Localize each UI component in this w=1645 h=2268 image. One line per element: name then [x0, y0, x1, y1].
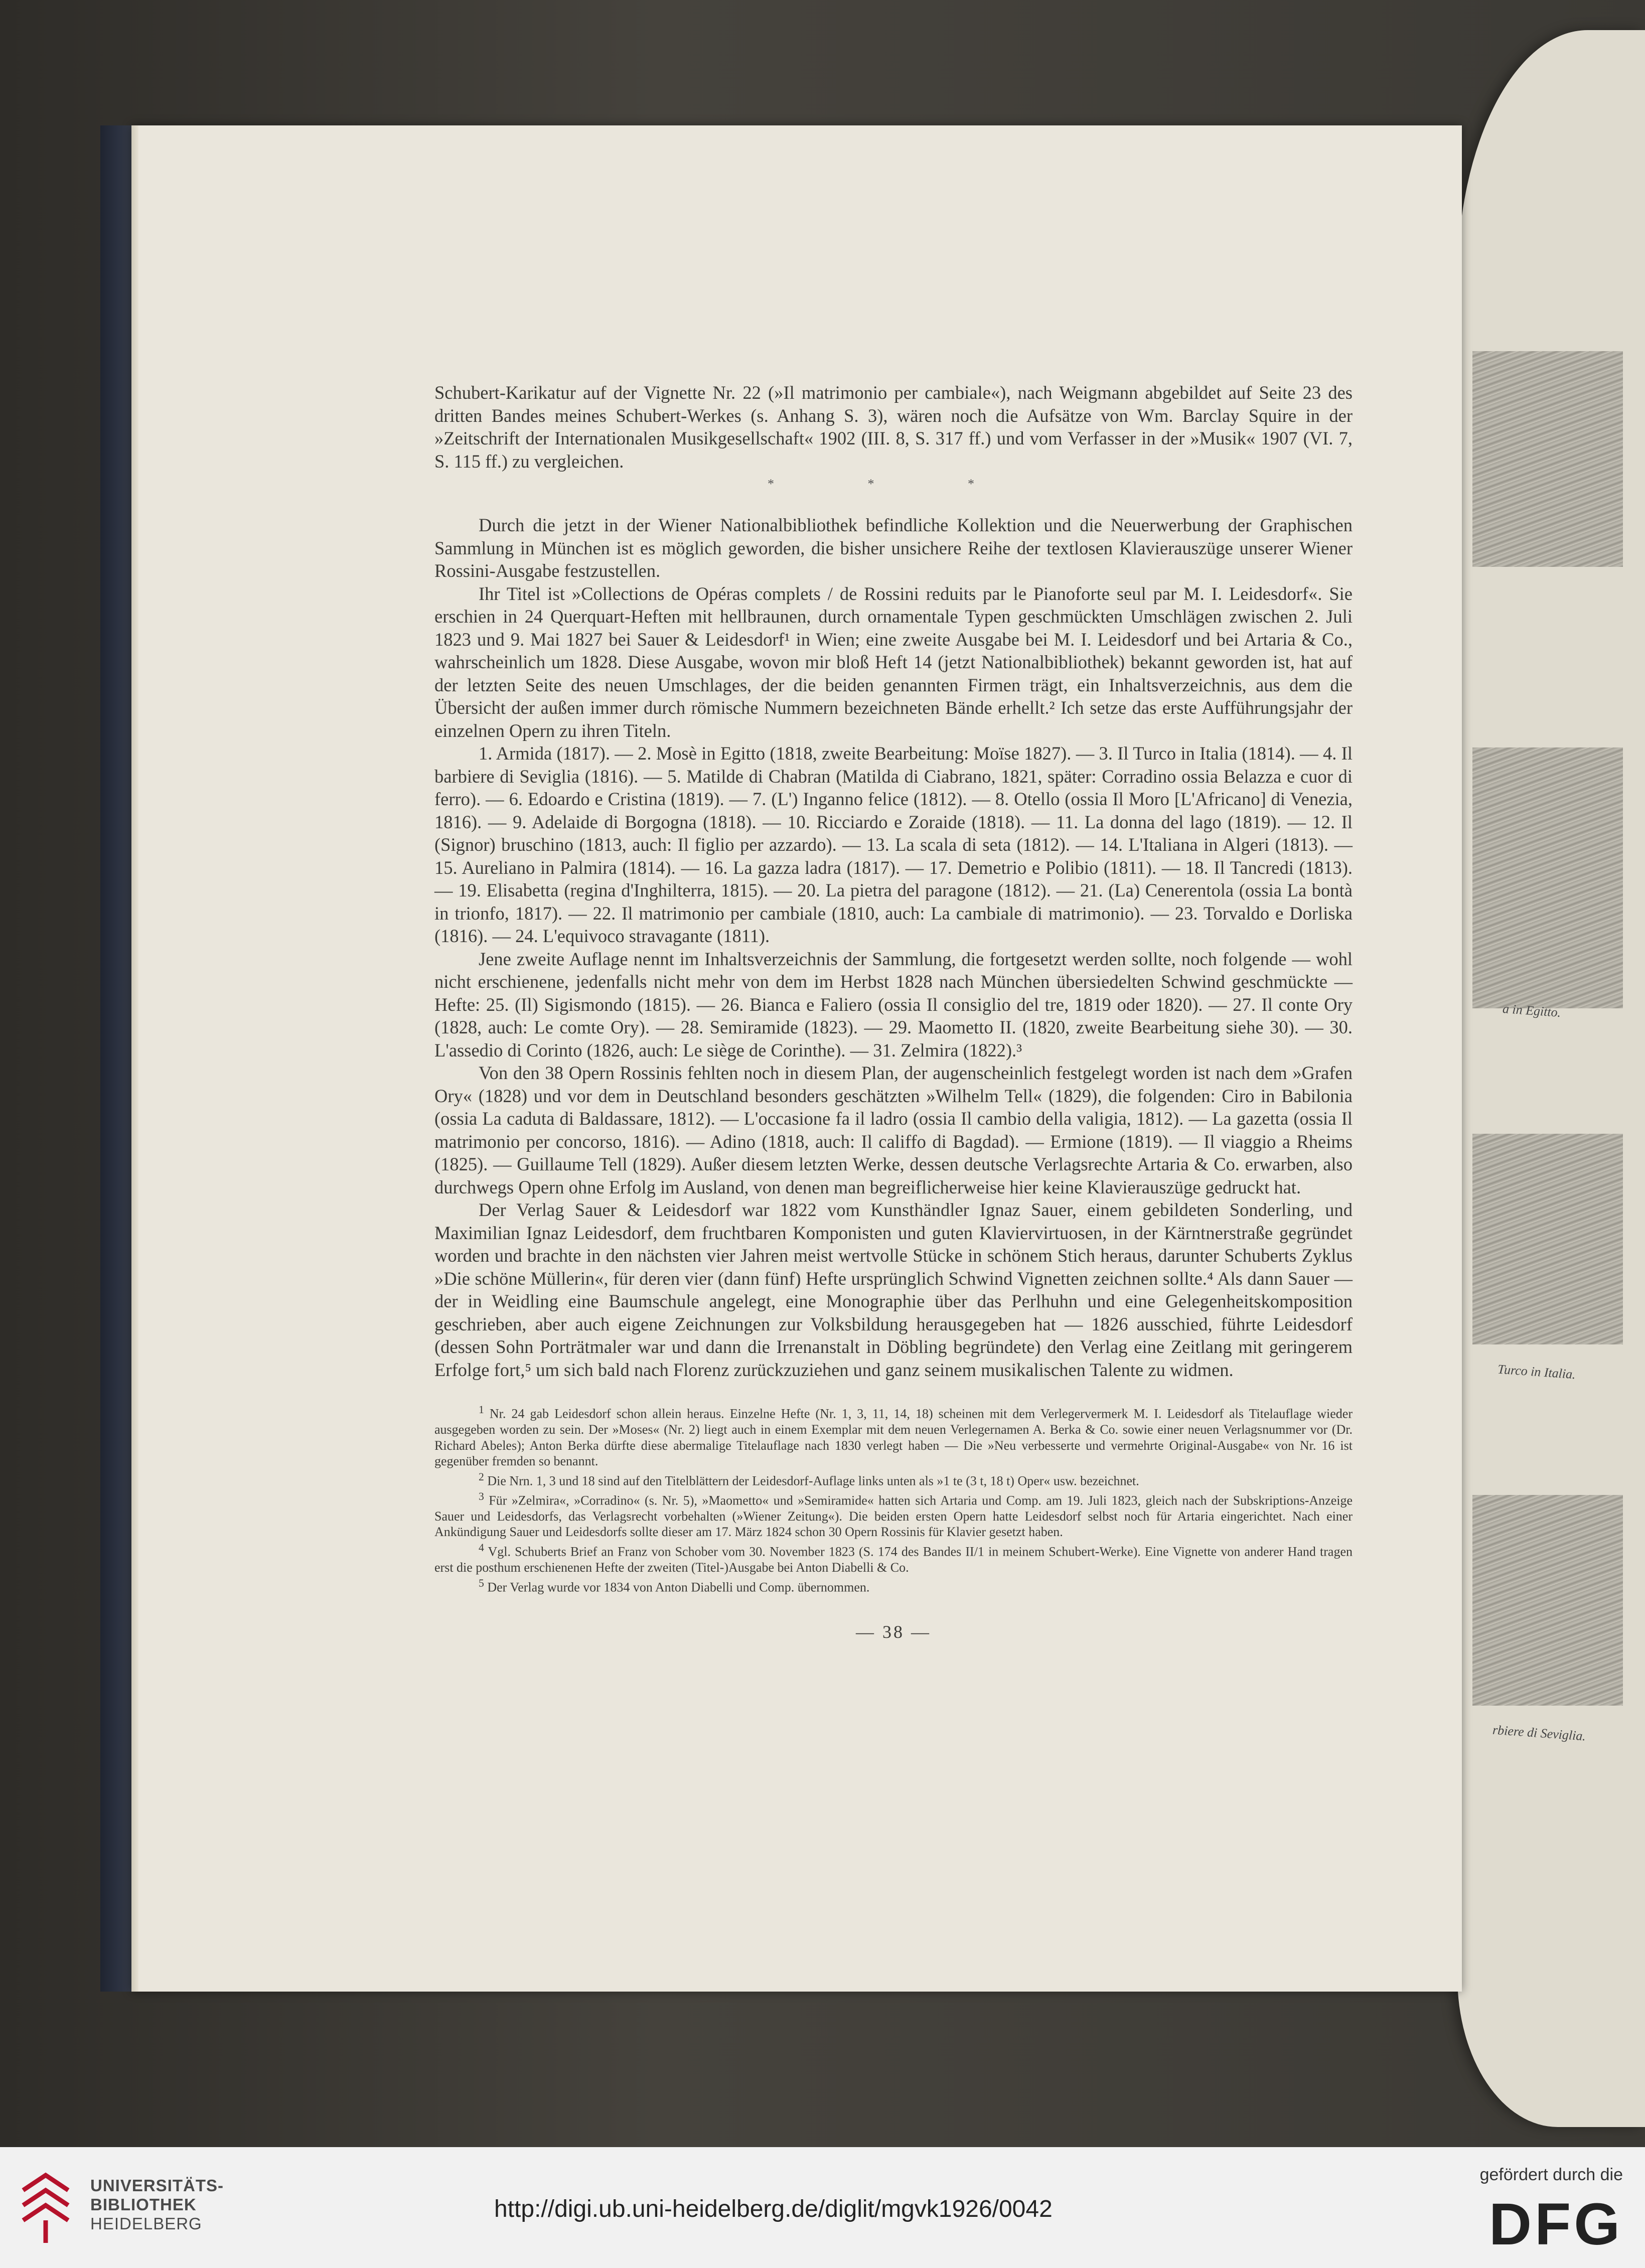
page-edge [131, 125, 138, 1992]
footnote [434, 1540, 1353, 1576]
section-separator: * * * [768, 477, 1019, 491]
footnote-text: Der Verlag wurde vor 1834 von Anton Diabelli und Comp. übernommen. [487, 1580, 870, 1595]
footnote-text: Die Nrn. 1, 3 und 18 sind auf den Titelblättern der Leidesdorf-Auflage links unten als »1 te (3 t, 18 t) Oper« usw. bezeichnet. [487, 1473, 1139, 1488]
footnotes [434, 1402, 1353, 1595]
paragraph: Von den 38 Opern Rossinis fehlten noch in diesem Plan, der augenscheinlich festgelegt worden ist nach dem »Grafen Ory« (1828) und vor dem in Deutschland besonders geschätzten »Wilhelm Tell« (1829), die folgenden: Ciro in Babilonia (ossia La caduta di Baldassare, 1812). — L'occasione fa il ladro (ossia Il cambio della valigia, 1812). — La gazetta (ossia Il matrimonio per concorso, 1816). — Adino (1818, auch: Il califfo di Bagdad). — Ermione (1819). — Il viaggio a Rheims (1825). — Guillaume Tell (1829). Außer diesem letzten Werke, dessen deutsche Verlagsrechte Artaria & Co. erwarben, also durchwegs Opern ohne Erfolg im Ausland, von denen man begreiflicherweise hier keine Klavierauszüge gedruckt hat. [434, 1063, 1353, 1197]
funding-note: gefördert durch die [1479, 2165, 1623, 2184]
footnote-mark: 5 [479, 1577, 484, 1589]
facing-vignette-2 [1472, 747, 1623, 1008]
footnote-mark: 3 [479, 1490, 484, 1502]
paragraph-intro: Schubert-Karikatur auf der Vignette Nr. 22 (»Il matrimonio per cambiale«), nach Weigmann abgebildet auf Seite 23 des dritten Bandes meines Schubert-Werkes (s. Anhang S. 3), wären noch die Aufsätze von Wm. Barclay Squire in der »Zeitschrift der Internationalen Musikgesellschaft« 1902 (III. 8, S. 317 ff.) und vom Verfasser in der »Musik« 1907 (VI. 7, S. 115 ff.) zu vergleichen. [434, 382, 1353, 472]
opera-list: 1. Armida (1817). — 2. Mosè in Egitto (1818, zweite Bearbeitung: Moïse 1827). — 3. Il Turco in Italia (1814). — 4. Il barbiere di Seviglia (1816). — 5. Matilde di Chabran (Matilda di Ciabrano, 1821, später: Corradino ossia Belazza e cuor di ferro). — 6. Edoardo e Cristina (1819). — 7. (L') Inganno felice (1812). — 8. Otello (ossia Il Moro [L'Africano] di Venezia, 1816). — 9. Adelaide di Borgogna (1818). — 10. Ricciardo e Zoraide (1818). — 11. La donna del lago (1819). — 12. Il (Signor) bruschino (1813, auch: Il figlio per azzardo). — 13. La scala di seta (1812). — 14. L'Italiana in Algeri (1813). — 15. Aureliano in Palmira (1814). — 16. La gazza ladra (1817). — 17. Demetrio e Polibio (1811). — 18. Il Tancredi (1813). — 19. Elisabetta (regina d'Inghilterra, 1815). — 20. La pietra del paragone (1812). — 21. (La) Cenerentola (ossia La bontà in trionfo, 1817). — 22. Il matrimonio per cambiale (1810, auch: La cambiale di matrimonio). — 23. Torvaldo e Dorliska (1816). — 24. L'equivoco stravagante (1811). [434, 743, 1353, 946]
facing-caption-1: a in Egitto. [1502, 1001, 1562, 1020]
facing-vignette-4 [1472, 1495, 1623, 1706]
paragraph: Der Verlag Sauer & Leidesdorf war 1822 vom Kunsthändler Ignaz Sauer, einem gebildeten Sonderling, und Maximilian Ignaz Leidesdorf, dem fruchtbaren Komponisten und guten Klaviervirtuosen, in der Kärntnerstraße gegründet worden und brachte in den nächsten vier Jahren meist wertvolle Stücke in schönem Stich heraus, darunter Schuberts Zyklus »Die schöne Müllerin«, für deren vier (dann fünf) Hefte ursprünglich Schwind Vignetten zeichnen sollte.⁴ Als dann Sauer — der in Weidling eine Baumschule angelegt, eine Monographie über das Perlhuhn und eine Gelegenheitskomposition geschrieben, aber auch eigene Zeichnungen zur Volksbildung herausgegeben hat — 1826 ausschied, führte Leidesdorf (dessen Sohn Porträtmaler war und dann die Irrenanstalt in Döbling begründete) den Verlag eine Zeitlang mit geringerem Erfolge fort,⁵ um sich bald nach Florenz zurückzuziehen und ganz seinem musikalischen Talente zu widmen. [434, 1199, 1353, 1380]
footnote-mark: 2 [479, 1470, 484, 1483]
footnote [434, 1402, 1353, 1469]
facing-vignette-1 [1472, 351, 1623, 567]
dfg-logo: DFG [1488, 2191, 1623, 2257]
footnote-mark: 4 [479, 1541, 484, 1554]
book-binding [100, 125, 135, 1992]
footnote [434, 1469, 1353, 1489]
library-name-line1: UNIVERSITÄTS- [90, 2176, 224, 2195]
footnote-text: Nr. 24 gab Leidesdorf schon allein heraus. Einzelne Hefte (Nr. 1, 3, 11, 14, 18) scheinen mit dem Verlegervermerk M. I. Leidesdorf als Titelauflage wieder ausgegeben worden zu sein. Der »Moses« (Nr. 2) liegt auch in einem Exemplar mit dem neuen Verlegernamen A. Berka & Co. sowie einer neuen Verlagsnummer vor (Dr. Richard Abeles); Anton Berka dürfte diese abermalige Titelauflage nach 1830 verlegt haben — Die »Neu verbesserte und vermehrte Original-Ausgabe« von Nr. 16 ist gegenüber fremden so benannt. [434, 1406, 1353, 1469]
library-name-line2: BIBLIOTHEK [90, 2195, 197, 2214]
library-name [90, 2176, 224, 2233]
paragraph: Durch die jetzt in der Wiener Nationalbibliothek befindliche Kollektion und die Neuerwerbung der Graphischen Sammlung in München ist es möglich geworden, die bisher unsichere Reihe der textlosen Klavierauszüge unserer Wiener Rossini-Ausgabe festzustellen. [434, 515, 1353, 581]
facing-page [1457, 30, 1645, 2127]
facing-caption-3: rbiere di Seviglia. [1492, 1722, 1586, 1744]
facing-vignette-3 [1472, 1134, 1623, 1344]
page-number: — 38 — [856, 1621, 931, 1642]
university-library-logo-icon [18, 2170, 79, 2245]
footnote [434, 1576, 1353, 1595]
footnote-text: Für »Zelmira«, »Corradino« (s. Nr. 5), »Maometto« und »Semiramide« hatten sich Artaria und Comp. am 19. Juli 1823, gleich nach der Subskriptions-Anzeige Sauer und Leidesdorfs, das Verlagsrecht vorbehalten (»Wiener Zeitung«). Die beiden ersten Opern hatte Leidesdorf selbst noch für Artaria eingerichtet. Nach einer Ankündigung Sauer und Leidesdorfs sollte dieser am 17. März 1824 schon 30 Opern Rossinis für Klavier gesetzt haben. [434, 1493, 1353, 1540]
library-name-line3: HEIDELBERG [90, 2214, 202, 2233]
paragraph: Ihr Titel ist »Collections de Opéras complets / de Rossini reduits par le Pianoforte seul par M. I. Leidesdorf«. Sie erschien in 24 Querquart-Heften mit hellbraunen, durch ornamentale Typen geschmückten Umschlägen zwischen 2. Juli 1823 und 9. Mai 1827 bei Sauer & Leidesdorf¹ in Wien; eine zweite Ausgabe bei M. I. Leidesdorf und bei Artaria & Co., wahrscheinlich um 1828. Diese Ausgabe, wovon mir bloß Heft 14 (jetzt Nationalbibliothek) bekannt geworden ist, hat auf der letzten Seite des neuen Umschlages, der die beiden genannten Firmen trägt, ein Inhaltsverzeichnis, aus dem die Übersicht der außen immer durch römische Nummern bezeichneten Bände erhellt.² Ich setze das erste Aufführungsjahr der einzelnen Opern zu ihren Titeln. [434, 583, 1353, 741]
permalink-url[interactable]: http://digi.ub.uni-heidelberg.de/diglit/mgvk1926/0042 [494, 2196, 1053, 2222]
page-text [434, 381, 1353, 1642]
viewer-footer [0, 2147, 1645, 2268]
paragraph: Jene zweite Auflage nennt im Inhaltsverzeichnis der Sammlung, die fortgesetzt werden sollte, noch folgende — wohl nicht erschienene, jedenfalls nicht mehr von dem im Herbst 1828 nach München übersiedelten Schwind geschmückte — Hefte: 25. (Il) Sigismondo (1815). — 26. Bianca e Faliero (ossia Il consiglio del tre, 1819 oder 1820). — 27. Il conte Ory (1828, auch: Le comte Ory). — 28. Semiramide (1823). — 29. Maometto II. (1820, zweite Bearbeitung siehe 30). — 30. L'assedio di Corinto (1826, auch: Le siège de Corinthe). — 31. Zelmira (1822).³ [434, 948, 1353, 1061]
footnote-text: Vgl. Schuberts Brief an Franz von Schober vom 30. November 1823 (S. 174 des Bandes II/1 in meinem Schubert-Werke). Eine Vignette von anderer Hand tragen erst die posthum erschienenen Hefte der zweiten (Titel-)Ausgabe bei Anton Diabelli & Co. [434, 1544, 1353, 1575]
facing-caption-2: Turco in Italia. [1497, 1362, 1576, 1382]
footnote [434, 1489, 1353, 1540]
footnote-mark: 1 [479, 1404, 484, 1416]
